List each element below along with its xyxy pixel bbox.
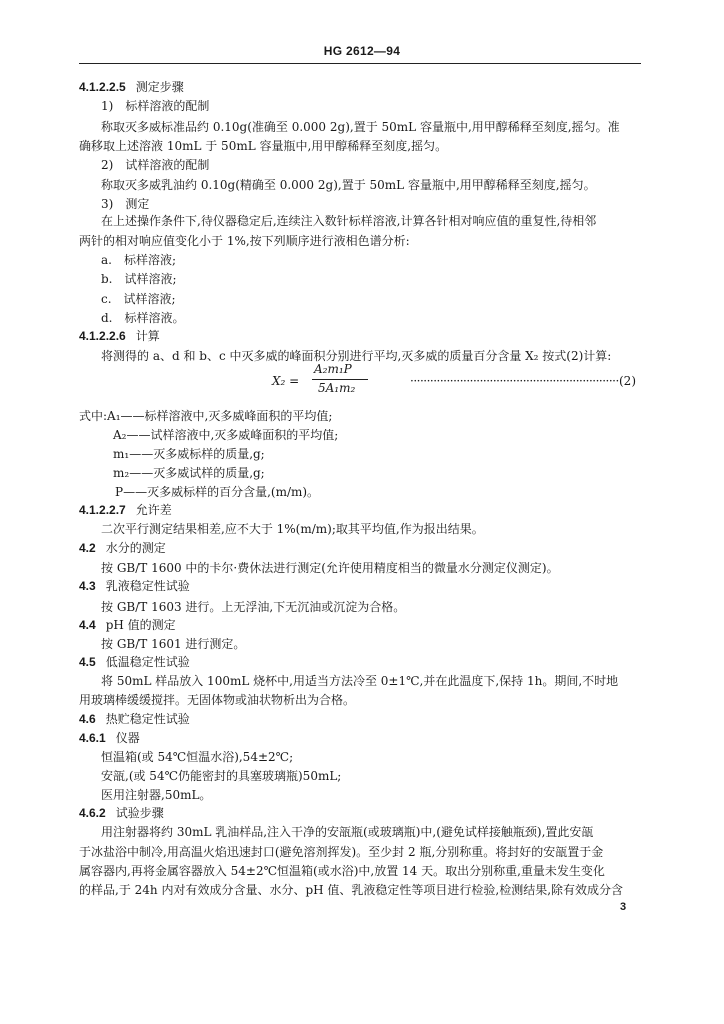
body-line xyxy=(101,561,559,575)
body-line xyxy=(101,178,596,192)
body-line xyxy=(101,253,176,267)
line-text: 2) 试样溶液的配制 xyxy=(101,158,210,172)
header-rule xyxy=(79,63,641,64)
line-text: 将测得的 a、d 和 b、c 中灭多威的峰面积分别进行平均,灭多威的质量百分含量 X₂ 按式(2)计算: xyxy=(101,349,612,363)
section-heading xyxy=(79,655,190,669)
line-text: c. 试样溶液; xyxy=(101,292,176,306)
section-number: 4.1.2.2.5 xyxy=(79,80,126,94)
body-line xyxy=(79,693,355,707)
line-text: A₂——试样溶液中,灭多威峰面积的平均值; xyxy=(113,428,339,442)
line-text: m₂——灭多威试样的质量,g; xyxy=(113,466,265,480)
line-text: 用玻璃棒缓缓搅拌。无固体物或油状物析出为合格。 xyxy=(79,693,356,707)
line-text: 1) 标样溶液的配制 xyxy=(101,99,210,113)
body-line xyxy=(79,139,447,153)
page-number: 3 xyxy=(620,901,627,913)
body-line xyxy=(101,600,405,614)
section-number: 4.6 xyxy=(79,712,96,726)
section-title: 计算 xyxy=(135,329,160,343)
body-line xyxy=(101,788,211,802)
line-text: a. 标样溶液; xyxy=(101,253,177,267)
section-number: 4.4 xyxy=(79,618,96,632)
section-title: 乳液稳定性试验 xyxy=(105,579,190,593)
line-text: d. 标样溶液。 xyxy=(101,311,185,325)
line-text: b. 试样溶液; xyxy=(101,272,177,286)
section-number: 4.1.2.2.7 xyxy=(79,503,126,517)
section-number: 4.3 xyxy=(79,579,96,593)
section-heading xyxy=(79,80,184,94)
line-text: 将 50mL 样品放入 100mL 烧杯中,用适当方法冷至 0±1℃,并在此温度下,保持 1h。期间,不时地 xyxy=(101,674,619,688)
body-line xyxy=(115,485,319,499)
section-number: 4.6.2 xyxy=(79,806,106,820)
section-number: 4.2 xyxy=(79,541,96,555)
line-text: 3) 测定 xyxy=(101,197,150,211)
body-line xyxy=(101,197,149,211)
formula-denominator: 5A₁m₂ xyxy=(318,381,356,395)
section-heading xyxy=(79,329,160,343)
line-text: 安瓿,(或 54℃仍能密封的具塞玻璃瓶)50mL; xyxy=(101,769,342,783)
body-line xyxy=(101,99,209,113)
section-heading xyxy=(79,712,190,726)
line-text: 用注射器将约 30mL 乳油样品,注入干净的安瓿瓶(或玻璃瓶)中,(避免试样接触瓶颈),置此安瓿 xyxy=(101,825,594,839)
body-line xyxy=(79,883,623,897)
section-title: 低温稳定性试验 xyxy=(105,655,190,669)
section-title: pH 值的测定 xyxy=(105,618,176,632)
body-line xyxy=(101,674,618,688)
body-line xyxy=(101,158,209,172)
body-line xyxy=(101,637,245,651)
section-heading xyxy=(79,579,190,593)
standard-code-header: HG 2612—94 xyxy=(323,44,401,58)
section-title: 试验步骤 xyxy=(115,806,164,820)
section-number: 4.1.2.2.6 xyxy=(79,329,126,343)
section-title: 测定步骤 xyxy=(135,80,184,94)
body-line xyxy=(101,769,341,783)
line-text: 于冰盐浴中制冷,用高温火焰迅速封口(避免溶剂挥发)。至少封 2 瓶,分别称重。将封好的安瓿置于金 xyxy=(79,845,604,859)
formula-number: (2) xyxy=(619,374,636,388)
body-line xyxy=(101,272,177,286)
section-heading xyxy=(79,541,166,555)
section-heading xyxy=(79,806,164,820)
line-text: 两针的相对响应值变化小于 1%,按下列顺序进行液相色谱分析: xyxy=(79,234,410,248)
body-line xyxy=(101,292,176,306)
line-text: 的样品,于 24h 内对有效成分含量、水分、pH 值、乳液稳定性等项目进行检验,检测结果,除有效成分含 xyxy=(79,883,624,897)
body-line xyxy=(101,120,620,134)
line-text: 称取灭多威标准品约 0.10g(准确至 0.000 2g),置于 50mL 容量瓶中,用甲醇稀释至刻度,摇匀。准 xyxy=(101,120,620,134)
section-title: 水分的测定 xyxy=(105,541,166,555)
fraction-bar xyxy=(312,379,368,380)
section-heading xyxy=(79,503,172,517)
formula-lhs: X₂ = xyxy=(272,374,300,388)
body-line xyxy=(79,409,332,423)
line-text: 按 GB/T 1603 进行。上无浮油,下无沉油或沉淀为合格。 xyxy=(101,600,406,614)
body-line xyxy=(101,214,596,228)
body-line xyxy=(79,864,605,878)
section-heading xyxy=(79,731,140,745)
section-number: 4.6.1 xyxy=(79,731,106,745)
line-text: 式中:A₁——标样溶液中,灭多威峰面积的平均值; xyxy=(79,409,333,423)
line-text: P——灭多威标样的百分含量,(m/m)。 xyxy=(115,485,320,499)
body-line xyxy=(113,428,338,442)
body-line xyxy=(101,750,293,764)
line-text: 在上述操作条件下,待仪器稳定后,连续注入数针标样溶液,计算各针相对响应值的重复性,待相邻 xyxy=(101,214,597,228)
body-line xyxy=(113,466,265,480)
line-text: 称取灭多威乳油约 0.10g(精确至 0.000 2g),置于 50mL 容量瓶中,用甲醇稀释至刻度,摇匀。 xyxy=(101,178,596,192)
body-line xyxy=(101,349,611,363)
formula-numerator: A₂m₁P xyxy=(314,362,352,376)
section-number: 4.5 xyxy=(79,655,96,669)
section-title: 仪器 xyxy=(115,731,140,745)
line-text: 属容器内,再将金属容器放入 54±2℃恒温箱(或水浴)中,放置 14 天。取出分别称重,重量未发生变化 xyxy=(79,864,605,878)
formula-leader-dots: ······························································· xyxy=(410,374,619,388)
body-line xyxy=(101,522,484,536)
line-text: 按 GB/T 1601 进行测定。 xyxy=(101,637,246,651)
body-line xyxy=(101,825,593,839)
body-line xyxy=(113,447,265,461)
section-title: 热贮稳定性试验 xyxy=(105,712,190,726)
line-text: 恒温箱(或 54℃恒温水浴),54±2℃; xyxy=(101,750,294,764)
line-text: m₁——灭多威标样的质量,g; xyxy=(113,447,265,461)
line-text: 确移取上述溶液 10mL 于 50mL 容量瓶中,用甲醇稀释至刻度,摇匀。 xyxy=(79,139,448,153)
section-heading xyxy=(79,618,176,632)
body-line xyxy=(101,311,185,325)
body-line xyxy=(79,234,410,248)
formula-fraction xyxy=(300,362,380,398)
line-text: 医用注射器,50mL。 xyxy=(101,788,212,802)
line-text: 按 GB/T 1600 中的卡尔·费休法进行测定(允许使用精度相当的微量水分测定仪测定)。 xyxy=(101,561,559,575)
body-line xyxy=(79,845,603,859)
section-title: 允许差 xyxy=(135,503,172,517)
line-text: 二次平行测定结果相差,应不大于 1%(m/m);取其平均值,作为报出结果。 xyxy=(101,522,484,536)
